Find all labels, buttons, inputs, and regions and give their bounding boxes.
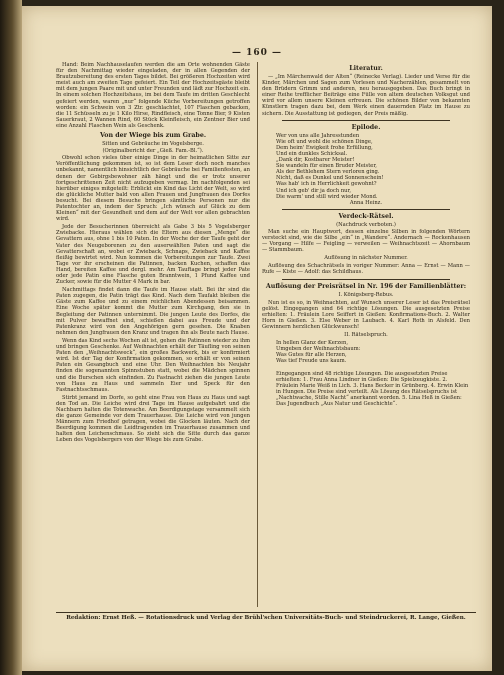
section-divider [282,209,450,210]
riddle-note: Auflösung in nächster Nummer. [324,255,408,262]
article-paragraph: Wenn das Kind sechs Wochen alt ist, gehen die Patinnen wieder zu ihm und bringen Geschenke. Auf Weihnachten erhält der Täufling von seinen Paten den „Weihnachtsweck“, ein großes Backwerk, bis er konfirmiert wird. Ist der Tag der Konfirmation gekommen, so erhält er von seinen Paten ein Gesangbuch und eine Uhr. Den Weihnachten bis Neujahr finden die sogenannten Spinnstuben statt, wobei die Mädchen spinnen und die Burschen sich einfinden. Zu Fastnacht ziehen die jungen Leute von Haus zu Haus und sammeln Eier und Speck für den Fastnachtsschmaus. [56,337,250,393]
column-divider [257,62,258,607]
prize-text: Nun ist es so, in Weihnachten, auf Wunsch unserer Leser ist das Preisrätsel gelöst. Eingegangen sind 64 richtige Lösungen. Die ausgesetzten Preise erhielten: 1. Fräulein Lore Seiffert in Gießen: Konfirmations-Buch. 2. Walter Horn in Gießen. 3. Else Weber in Laubach. 4. Karl Roth in Alsfeld. Den Gewinnern herzlichen Glückwunsch! [262,299,470,330]
prize-section-heading: II. Rätselspruch. [344,332,388,339]
epilog-heading: Epilode. [351,123,381,131]
article-paragraph: Jede der Besucherinnen überreicht als Gabe 3 bis 5 Vogelsberger Zwiebacke. Hieraus wählen sich die Eltern aus diesen „Menge“ die Gevattern aus, ohne 1 bis 10 Paten. In der Woche der der Taufe geht der Vater des Neugeborenen zu den auserwählten Paten und sagt die Gevatterschaft an, wobei er Zwieback, Schnaps, Zwieback und Kaffee fleißig bewirtet wird. Nun kommen die Vorbereitungen zur Taufe. Zwei Tage vor ihr erscheinen die Patinnen, backen Kuchen, schaffen das Hand, bereiten Kaffee und dergl. mehr. Am Tauftage bringt jeder Pate oder jede Patin eine Flasche guten Branntwein, 1 Pfund Kaffee und Zucker, sowie für die Mutter 4 Mark in bar. [56,224,250,286]
article-subtitle: Sitten und Gebräuche im Vogelsberge. [102,141,204,148]
literature-heading: Literatur. [349,65,383,72]
article-paragraph: Obwohl schon vieles über einige Dinge in der heimatlichen Sitte zur Veröffentlichung gekommen ist, so ist dem Leser doch noch manches unbekannt, namentlich hinsichtlich der Gebräuche bei Familienfesten, an denen der Gebirgsbewohner zäh hängt und die er trotz unserer fortgeschrittenen Zeit nicht aufzugeben vermag. Im nachfolgenden sei hierüber einiges mitgeteilt: Erblickt ein Kind das Licht der Welt, so wird die glückliche Mutter bald von allen Frauen und Jungfrauen des Dorfes besucht. Bei diesem Besuche bringen sämtliche Personen nur die Patentochter an, indem der Spruch: „Ich wünsch auf Glück zu dem Kleinen“ mit der Gesundheit und dem auf der Welt vor allen gebrachten wird. [56,155,250,223]
riddle-text: Man suche ein Hauptwort, dessen einzelne Silben in folgenden Wörtern versteckt sind, wie die Silbe „ein“ in „Wandere“. Andernach — Rockenhausen — Vorgang — Hilfe — Feigling — verweilen — Weihnachtszeit — Ahornbaum — Stammbaum. [262,228,470,254]
intro-paragraph: Hand: Beim Nachhauselaufen werden die am Orte wohnenden Gäste für den Nachmittag wieder eingeladen, der in allen Gegenden der Brautzubereitung des ersten Tages bildet. Bei größeren Hochzeiten wird meist auch am zweiten Tage gefeiert. Ein Teil der Hochzeitsgäste bleibt mit dem jungen Paare mit und unter Freunden und lädt zur Hochzeit ein. In einem solchen Hochzeitshaus, im bei dem Taufe im dritten Geschlecht gefeiert werden, waren „nur“ folgende Küche Vorbereitungen getroffen worden: ein Schwein von 3 Ztr. geschlachtet, 107 Flaschen gebacken, die 11 Schüsseln zu je 1 Kilo Hirse, Rindfleisch, eine Tonne Bier, 9 Kisten Sauerkraut, 2 Wannen Rind, 60 Stück Kleinfleisch, ein Zentner Bier und eine Anzahl Flaschen Wein als Geschenk. [56,62,250,129]
section-divider [282,120,450,121]
page-footer: Redaktion: Ernst Heß. — Rotationsdruck und Verlag der Brühl'schen Universitäts-Buch- und Steindruckerei, R. Lange, Gießen. [56,612,476,621]
newspaper-page [22,6,492,671]
epilog-author: Anna Heinz. [349,199,383,206]
article-paragraph: Nachmittags findet dann die Taufe im Hause statt. Bei ihr sind die Paten zugegen, die Patin trägt das Kind. Nach dem Taufakt bleiben die Gäste zum Kaffee und zu einem reichlichen Abendessen beisammen. Eine Woche später kommt die Mutter zum Kirchgang, den sie in Begleitung der Patinnen unternimmt. Die jungen Leute des Dorfes, die mit Pulver bewaffnet sind, schießen dabei aus Freude und der Patenkranz wird von den Angehörigen gern gesehen. Die Knaben nehmen den Jungfrauen den Kranz und tragen ihn als Beute nach Hause. [56,287,250,336]
left-column [56,62,250,446]
riddle-solution: Auflösung des Schachrätsels in voriger Nummer: Anna — Ernst — Mann — Rufe — Kiste — Adolf: das Schildhaus. [262,263,470,276]
riddle-subtitle: (Nachdruck verboten.) [336,221,396,228]
section-divider [282,279,450,280]
prize-heading: Auflösung der Preisrätsel in Nr. 196 der Familienblätter: [265,282,467,290]
epilog-poem: Wer von uns alle Jahresstunden Wie oft und wohl die schönen Dinge, Dem heim' Ewigkeit frohe Erfüllung, Und ein dunkles Schicksal. „Dank dir, Kostbarer Meister! Sie wandeln für einen Bruder Meister, Als der Bethlehem Stern verloren ging. Nicht, daß es Dunkel und Sonnenschein! Was hab' ich in Herrlichkeit gewohnt? Und ich geb' dir ja doch nur, Die warm' und still wird wieder Mond. [276,132,384,200]
book-binding [0,0,22,675]
riddle-heading: Verdeck-Rätsel. [338,212,394,220]
literature-text: — „Im Märchenwald der Alten“ (Reinecke Verlag). Lieder und Verse für die Kinder, Märchen und Sagen zum Vorlesen und Nacherzählen, gesammelt von den Brüdern Grimm und anderen, neu herausgegeben. Das Buch bringt in einer Reihe trefflicher Beiträge eine Fülle von altem deutschen Volksgut und wird vor allem unsere Kleinen erfreuen. Die schönen Bilder von bekannten Künstlern tragen dazu bei, dem Werk einen dauernden Platz im Hause zu sichern. Die Ausstattung ist gediegen, der Preis mäßig. [262,74,470,117]
right-column [262,62,470,407]
prize-text: In hellen Glanz der Kerzen, Umgeben der Weihnachtsbaum: Was Gutes für alle Herzen, Was tief Freude uns kaum. Eingegangen sind 48 richtige Lösungen. Die ausgesetzten Preise erhielten: 1. Frau Anna Lindner in Gießen: Die Spielzeugkiste. 2. Fräulein Marie Weiß in Lich. 3. Hans Becker in Grünberg. 4. Erwin Klein in Hungen. Die Preise sind verteilt. Als Lösung des Rätselspruchs ist „Nachtwache, Stille Nacht“ anerkannt worden. 5. Lina Heß in Gießen: Das Jugendbuch „Aus Natur und Geschichte“. [276,340,469,408]
article-title: Von der Wiege bis zum Grabe. [99,132,207,140]
page-number: — 160 — [231,48,283,58]
article-paragraph: Stirbt jemand im Dorfe, so geht eine Frau von Haus zu Haus und sagt den Tod an. Die Leiche wird drei Tage im Hause aufgebahrt und die Nachbarn halten die Totenwache. Am Beerdigungstage versammelt sich die ganze Gemeinde vor dem Trauerhause. Die Leiche wird von jungen Männern zum Friedhof getragen, wobei die Glocken läuten. Nach der Beerdigung kommen die Leidtragenden im Trauerhause zusammen und halten den Leichenschmaus. So zieht sich die Sitte durch das ganze Leben des Vogelsbergers von der Wiege bis zum Grabe. [56,394,250,444]
prize-section-heading: I. Königsberg-Rebus. [338,291,394,298]
article-source: (Originalbericht der „Gieß. Fam.-Bl.“). [102,148,204,155]
